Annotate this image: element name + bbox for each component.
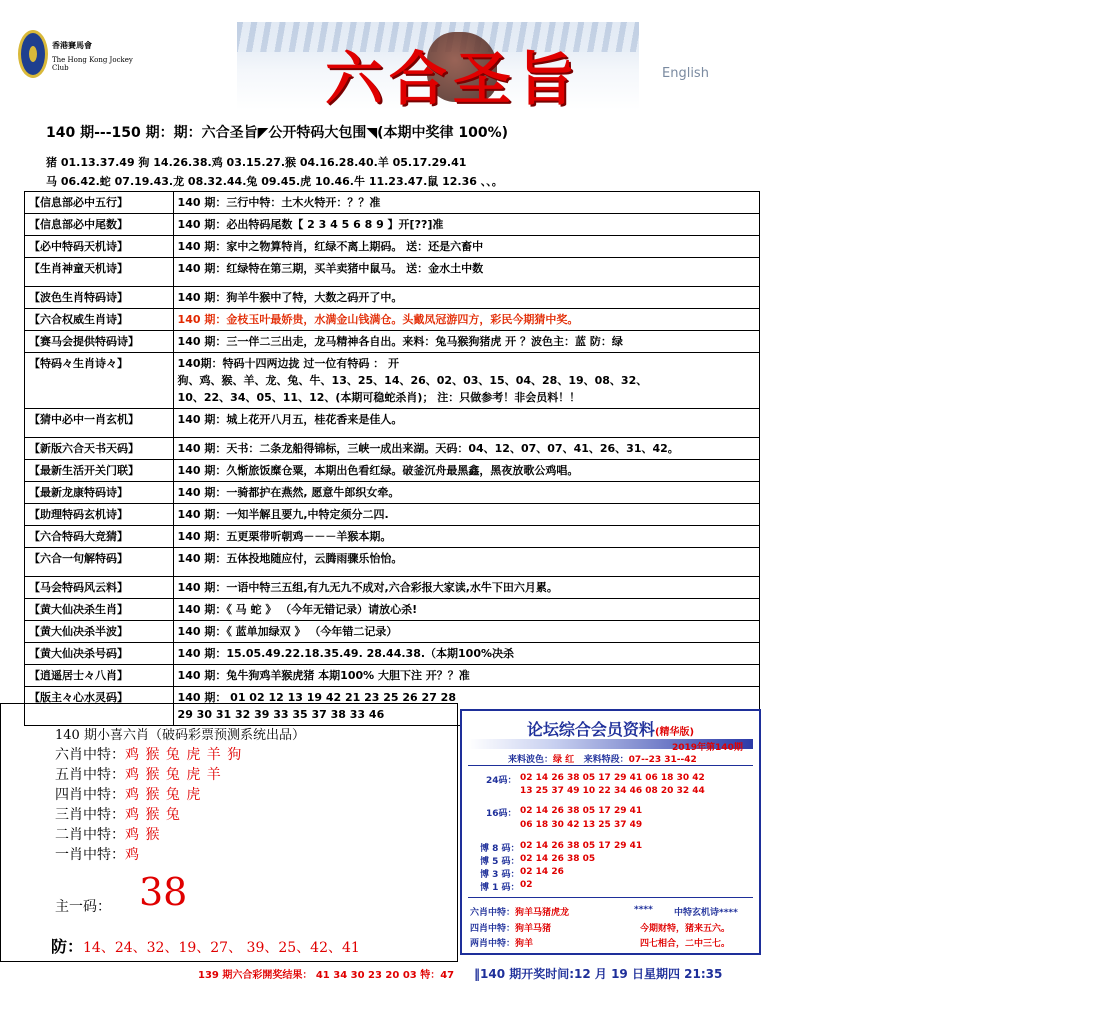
row-label: 【助理特码玄机诗】	[25, 504, 174, 526]
table-row	[25, 665, 760, 687]
row-value: 140 期：一骑都护在燕然, 愿意牛郎织女牵。	[173, 482, 759, 504]
bo5-label: 博 5 码：	[480, 857, 520, 867]
fang-label: 防：	[51, 937, 84, 956]
xiao-value: 鸡 猴 兔 虎 羊 狗	[125, 747, 243, 763]
table-row	[25, 438, 760, 460]
foot1-mid: ****	[634, 905, 653, 915]
foot2-label: 四肖中特：	[470, 924, 516, 934]
row-value-line-3: 10、22、34、05、11、12、(本期可稳蛇杀肖)； 注：只做参考！非会员料！！	[177, 391, 581, 404]
row-label: 【六合特码大竞猜】	[25, 526, 174, 548]
row-value-line-1: 140期：特码十四两边拢 过一位有特码 ： 开	[177, 357, 399, 370]
row-value: 140 期：一语中特三五组,有九无九不成对,六合彩报大家读,水牛下田六月累。	[173, 577, 759, 599]
fang-value: 14、24、32、19、27、 39、25、42、41	[83, 940, 360, 956]
xiao-label: 四肖中特：	[55, 787, 125, 803]
foot1-value: 狗羊马猪虎龙	[515, 908, 570, 918]
card-year-issue: 2019年第140期	[672, 743, 743, 753]
row-value	[173, 353, 759, 409]
row-label: 【版主々心水灵码】	[25, 687, 174, 726]
logo-name-cn: 香港賽馬會	[52, 41, 92, 50]
table-row	[25, 309, 760, 331]
main-code-number: 38	[139, 870, 188, 914]
table-row	[25, 577, 760, 599]
zodiac-line-1: 猪 01.13.37.49 狗 14.26.38.鸡 03.15.27.猴 04.16.28.40.羊 05.17.29.41	[46, 156, 467, 169]
table-row	[25, 643, 760, 665]
last-draw-result: 139 期六合彩開奖结果： 41 34 30 23 20 03 特：47	[198, 970, 455, 981]
card-foot-right-3	[640, 936, 730, 949]
xiao-row	[55, 784, 201, 804]
bo8-label: 博 8 码：	[480, 844, 520, 854]
card-title	[462, 717, 759, 740]
row-label: 【猜中必中一肖玄机】	[25, 409, 174, 438]
table-row	[25, 482, 760, 504]
code24-line-1: 02 14 26 38 05 17 29 41 06 18 30 42	[520, 773, 705, 783]
row-label: 【生肖神童天机诗】	[25, 258, 174, 287]
english-link[interactable]: English	[662, 66, 709, 81]
table-row	[25, 409, 760, 438]
xiao-value: 鸡 猴 兔 虎	[125, 787, 202, 803]
table-row	[25, 236, 760, 258]
row-value: 140 期：五更栗带听朝鸡－－－羊猴本期。	[173, 526, 759, 548]
xiao-label: 二肖中特：	[55, 827, 125, 843]
row-value: 140 期：三行中特：土木火特开：？？准	[173, 192, 759, 214]
foot1-right: 中特玄机诗****	[674, 908, 738, 918]
card-foot-row-1	[470, 905, 569, 918]
row-label: 【必中特码天机诗】	[25, 236, 174, 258]
card-foot-mid	[634, 905, 653, 915]
row-label: 【马会特码风云料】	[25, 577, 174, 599]
row-value: 140 期：城上花开八月五，桂花香来是佳人。	[173, 409, 759, 438]
card-title-text: 论坛综合会员资料	[526, 720, 655, 739]
xiao-label: 五肖中特：	[55, 767, 125, 783]
foot2-right: 今期财特，猪来五六。	[640, 924, 731, 934]
bo3-label: 博 3 码：	[480, 870, 520, 880]
xiao-row	[55, 844, 140, 864]
row-value-line-1: 140 期： 01 02 12 13 19 42 21 23 25 26 27 28	[177, 691, 456, 704]
row-value: 140 期：一知半解且要九,中特定须分二四.	[173, 504, 759, 526]
bo8-value: 02 14 26 38 05 17 29 41	[520, 841, 643, 851]
headline: 140 期---150 期：期：六合圣旨◤公开特码大包围◥(本期中奖律 100%)	[46, 125, 509, 141]
xiao-value: 鸡 猴 兔	[125, 807, 181, 823]
foot3-label: 两肖中特：	[470, 939, 516, 949]
table-row	[25, 621, 760, 643]
row-value: 140 期：金枝玉叶最娇贵，水满金山钱满仓。头戴凤冠游四方，彩民今期猜中奖。	[173, 309, 759, 331]
xiao-label: 三肖中特：	[55, 807, 125, 823]
xiao-row	[55, 744, 242, 764]
code16-label: 16码：	[486, 809, 517, 819]
table-row	[25, 258, 760, 287]
fang-row	[51, 934, 360, 957]
row-value: 140 期：兔牛狗鸡羊猴虎猪 本期100% 大胆下注 开？？准	[173, 665, 759, 687]
xiao-label: 一肖中特：	[55, 847, 125, 863]
row-label: 【信息部必中尾数】	[25, 214, 174, 236]
tema-value: 07--23 31--42	[628, 755, 697, 765]
row-value: 140 期：三一伴二三出走，龙马精神各自出。来料：兔马猴狗猪虎 开 ？波色主：蓝 防：绿	[173, 331, 759, 353]
member-info-card	[460, 709, 761, 955]
row-value: 140 期：狗羊牛猴中了特，大数之码开了中。	[173, 287, 759, 309]
bo3-value: 02 14 26	[520, 867, 564, 877]
jockey-club-emblem-icon	[18, 30, 48, 78]
tema-label: 来料特段：	[583, 755, 629, 765]
xiao-label: 六肖中特：	[55, 747, 125, 763]
row-label: 【逍遥居士々八肖】	[25, 665, 174, 687]
row-value: 140 期：天书：二条龙船得锦标，三峡一成出来湖。天码：04、12、07、07、41、26、31、42。	[173, 438, 759, 460]
table-row	[25, 526, 760, 548]
row-label: 【黄大仙决杀号码】	[25, 643, 174, 665]
row-value: 140 期：15.05.49.22.18.35.49. 28.44.38.（本期100%决杀	[173, 643, 759, 665]
card-foot-row-2	[470, 921, 551, 934]
bo1-label: 博 1 码：	[480, 883, 520, 893]
bo1-value: 02	[520, 880, 533, 890]
code24-line-2: 13 25 37 49 10 22 34 46 08 20 32 44	[520, 786, 705, 796]
xiao-value: 鸡 猴 兔 虎 羊	[125, 767, 222, 783]
table-row	[25, 599, 760, 621]
bose-value: 绿 红	[553, 755, 575, 765]
row-value: 140 期：必出特码尾数【 2 3 4 5 6 8 9 】开[??]准	[173, 214, 759, 236]
row-label: 【波色生肖特码诗】	[25, 287, 174, 309]
table-row	[25, 331, 760, 353]
foot3-right: 四七相合，二中三七。	[640, 939, 731, 949]
xiao-value: 鸡 猴	[125, 827, 161, 843]
code24-label: 24码：	[486, 776, 517, 786]
bo5-value: 02 14 26 38 05	[520, 854, 596, 864]
six-xiao-panel	[0, 703, 458, 962]
card-edition: (精华版)	[654, 727, 695, 738]
jockey-club-logo[interactable]	[18, 26, 148, 86]
row-value: 140 期：《 马 蛇 》 （今年无错记录）请放心杀!	[173, 599, 759, 621]
code16-line-1: 02 14 26 38 05 17 29 41	[520, 806, 643, 816]
row-label: 【新版六合天书天码】	[25, 438, 174, 460]
table-row	[25, 460, 760, 482]
xiao-value: 鸡	[125, 847, 140, 863]
row-label: 【六合权威生肖诗】	[25, 309, 174, 331]
card-divider	[468, 765, 753, 766]
table-row	[25, 548, 760, 577]
row-label: 【特码々生肖诗々】	[25, 353, 174, 409]
row-value: 140 期：《 蓝单加绿双 》 （今年错二记录）	[173, 621, 759, 643]
foot2-value: 狗羊马猪	[515, 924, 552, 934]
foot3-value: 狗羊	[515, 939, 534, 949]
code16-line-2: 06 18 30 42 13 25 37 49	[520, 820, 643, 830]
bose-label: 来料波色：	[508, 755, 554, 765]
row-label: 【黄大仙决杀生肖】	[25, 599, 174, 621]
main-code-label: 主一码：	[55, 899, 111, 915]
row-value-line-2: 29 30 31 32 39 33 35 37 38 33 46	[177, 708, 385, 721]
xiao-row	[55, 804, 181, 824]
row-value: 140 期：家中之物算特肖，红绿不离上期码。 送：还是六畜中	[173, 236, 759, 258]
foot1-label: 六肖中特：	[470, 908, 516, 918]
zodiac-line-2: 马 06.42.蛇 07.19.43.龙 08.32.44.兔 09.45.虎 10.46.牛 11.23.47.鼠 12.36 、、。	[46, 175, 503, 188]
row-label: 【黄大仙决杀半波】	[25, 621, 174, 643]
card-foot-row-3	[470, 936, 533, 949]
card-foot-right-1	[674, 905, 738, 918]
row-label: 【最新生活开关门联】	[25, 460, 174, 482]
row-label: 【最新龙康特码诗】	[25, 482, 174, 504]
table-row	[25, 192, 760, 214]
xiao-row	[55, 764, 222, 784]
xiao-row	[55, 824, 160, 844]
prediction-table	[24, 191, 760, 726]
six-xiao-title: 140 期小喜六肖（破码彩票预测系统出品）	[55, 728, 305, 743]
row-value: 140 期：红绿特在第三期，买羊卖猪中鼠马。 送：金水土中数	[173, 258, 759, 287]
card-foot-right-2	[640, 921, 730, 934]
row-label: 【赛马会提供特码诗】	[25, 331, 174, 353]
row-value: 140 期：五体投地随应付，云腾雨骤乐怡怡。	[173, 548, 759, 577]
table-row	[25, 287, 760, 309]
row-label: 【六合一句解特码】	[25, 548, 174, 577]
logo-name-en: The Hong Kong Jockey Club	[52, 56, 133, 72]
row-value-line-2: 狗、鸡、猴、羊、龙、兔、牛、13、25、14、26、02、03、15、04、28、19、08、32、	[177, 374, 648, 387]
card-subline	[508, 752, 697, 765]
row-label: 【信息部必中五行】	[25, 192, 174, 214]
table-row	[25, 214, 760, 236]
row-value: 140 期：久惭旅饭糜仓粟，本期出色看红绿。破釜沉舟最黑鑫，黑夜放歌公鸡唱。	[173, 460, 759, 482]
table-row	[25, 353, 760, 409]
draw-time: ‖140 期开奖时间:12 月 19 日星期四 21:35	[474, 967, 723, 981]
table-row	[25, 504, 760, 526]
card-divider	[468, 897, 753, 898]
banner	[237, 22, 639, 110]
banner-title: 六合圣旨	[325, 45, 582, 110]
